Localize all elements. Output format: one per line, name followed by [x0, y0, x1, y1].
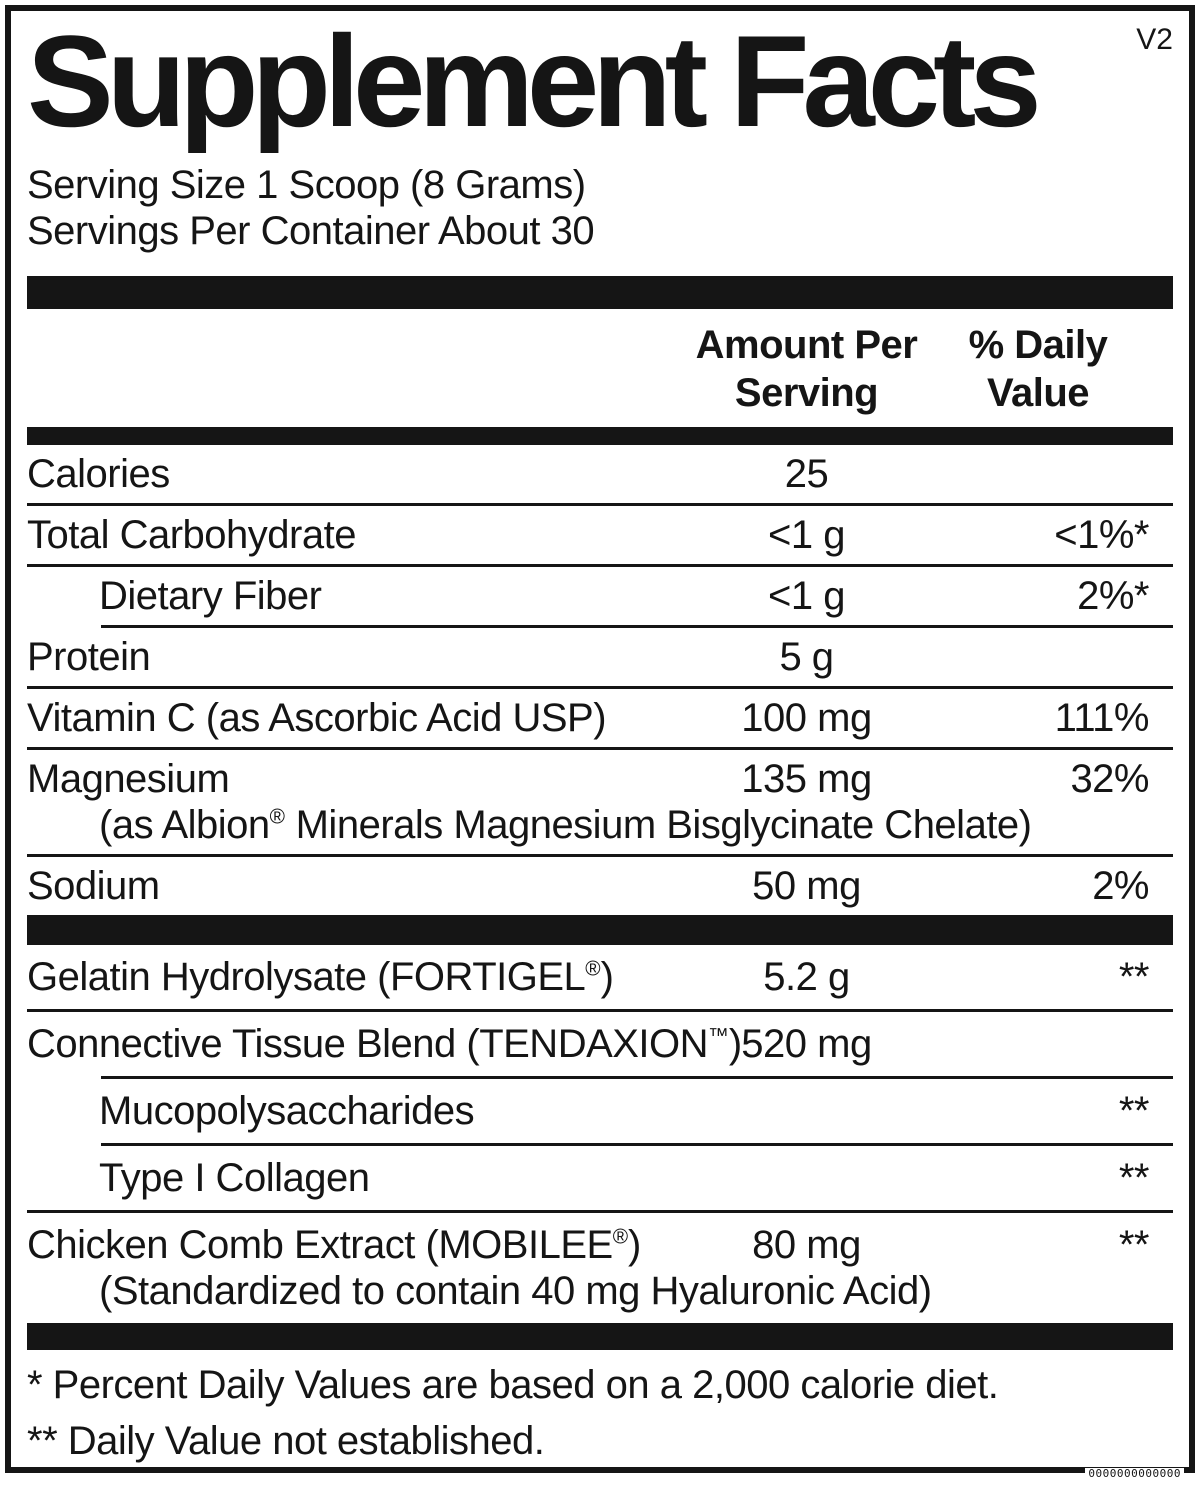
nutrient-name: Protein: [27, 634, 151, 679]
nutrient-amount: 5 g: [779, 634, 834, 679]
nutrient-name: Vitamin C (as Ascorbic Acid USP): [27, 695, 607, 740]
version-tag: V2: [1136, 23, 1173, 56]
servings-per-container-line: Servings Per Container About 30: [27, 208, 595, 253]
section-bar-header: [27, 427, 1173, 445]
nutrient-name: Calories: [27, 451, 170, 496]
nutrient-subtext: (Standardized to contain 40 mg Hyaluronic Acid): [99, 1268, 932, 1313]
nutrient-daily-value: **: [1118, 954, 1149, 999]
nutrient-amount: 50 mg: [752, 863, 861, 908]
nutrient-name: Type I Collagen: [99, 1155, 370, 1200]
nutrient-name: Connective Tissue Blend (TENDAXION™): [27, 1021, 742, 1066]
section-bar-middle: [27, 915, 1173, 945]
nutrient-row: [27, 750, 1173, 854]
nutrient-name: Gelatin Hydrolysate (FORTIGEL®): [27, 954, 614, 999]
column-header-daily-value: % Daily Value: [968, 322, 1108, 415]
nutrient-daily-value: **: [1118, 1155, 1149, 1200]
nutrient-daily-value: 2%*: [1077, 573, 1149, 618]
section-bar-top: [27, 276, 1173, 309]
supplement-facts-panel: [5, 5, 1195, 1473]
serving-size-line: Serving Size 1 Scoop (8 Grams): [27, 162, 586, 207]
nutrient-daily-value: 2%: [1092, 863, 1149, 908]
nutrient-subtext: (as Albion® Minerals Magnesium Bisglycinate Chelate): [99, 802, 1032, 847]
nutrient-daily-value: 111%: [1054, 695, 1149, 740]
panel-title: Supplement Facts: [27, 8, 1035, 154]
nutrient-row: [27, 506, 1173, 564]
nutrient-row: [27, 567, 1173, 625]
nutrient-row: [27, 1146, 1173, 1210]
nutrient-row: [27, 445, 1173, 503]
nutrient-amount: 25: [784, 451, 829, 496]
footnote-daily-value: * Percent Daily Values are based on a 2,000 calorie diet.: [27, 1362, 999, 1407]
serving-info: [27, 162, 1173, 254]
nutrient-rows-section: [27, 445, 1173, 915]
nutrient-name: Dietary Fiber: [99, 573, 322, 618]
nutrient-daily-value: **: [1118, 1222, 1149, 1267]
nutrient-row: [27, 945, 1173, 1009]
nutrient-row: [27, 628, 1173, 686]
nutrient-row: [27, 857, 1173, 915]
nutrient-row: [27, 1012, 1173, 1076]
nutrient-name: Magnesium: [27, 756, 230, 801]
nutrient-amount: 520 mg: [741, 1021, 872, 1066]
nutrient-name: Total Carbohydrate: [27, 512, 356, 557]
blend-rows-section: [27, 945, 1173, 1323]
nutrient-amount: 135 mg: [741, 756, 872, 801]
nutrient-amount: 80 mg: [752, 1222, 861, 1267]
nutrient-daily-value: **: [1118, 1088, 1149, 1133]
nutrient-daily-value: <1%*: [1054, 512, 1149, 557]
footnotes: [27, 1350, 1173, 1464]
nutrient-row: [27, 1079, 1173, 1143]
nutrient-row: [27, 689, 1173, 747]
nutrient-name: Sodium: [27, 863, 160, 908]
nutrient-name: Mucopolysaccharides: [99, 1088, 475, 1133]
nutrient-amount: 100 mg: [741, 695, 872, 740]
nutrient-name: Chicken Comb Extract (MOBILEE®): [27, 1222, 641, 1267]
column-header-spacer: [27, 321, 670, 417]
section-bar-bottom: [27, 1323, 1173, 1350]
footer-code: 0000000000000: [1085, 1468, 1184, 1479]
column-header-amount: Amount Per Serving: [695, 322, 918, 415]
nutrient-amount: <1 g: [768, 512, 845, 557]
nutrient-daily-value: 32%: [1070, 756, 1149, 801]
footnote-not-established: ** Daily Value not established.: [27, 1418, 545, 1463]
column-header-row: [27, 309, 1173, 427]
nutrient-amount: 5.2 g: [763, 954, 850, 999]
nutrient-amount: <1 g: [768, 573, 845, 618]
nutrient-row: [27, 1213, 1173, 1323]
